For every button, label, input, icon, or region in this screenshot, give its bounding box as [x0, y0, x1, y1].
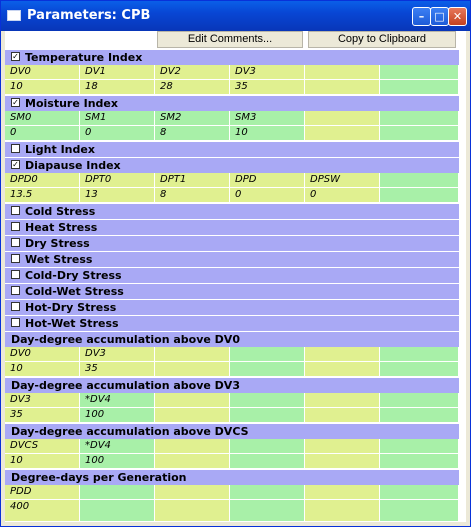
param-name: DV0	[5, 347, 80, 362]
empty-cell	[380, 65, 459, 80]
param-name: DPT0	[80, 173, 155, 188]
copy-to-clipboard-button[interactable]: Copy to Clipboard	[308, 31, 456, 48]
param-value[interactable]: 35	[230, 80, 305, 95]
cold-wet-stress-checkbox[interactable]	[11, 286, 20, 295]
section-header-dd-dvcs	[5, 423, 459, 439]
empty-cell	[230, 393, 305, 408]
param-name: DV3	[230, 65, 305, 80]
window-title: Parameters: CPB	[27, 8, 151, 23]
param-name: PDD	[5, 485, 80, 500]
window-icon	[7, 10, 21, 21]
empty-cell	[155, 362, 230, 377]
empty-cell	[305, 362, 380, 377]
section-header-moisture[interactable]	[5, 95, 459, 111]
section-label: Hot-Dry Stress	[25, 301, 117, 314]
param-value[interactable]: 35	[80, 362, 155, 377]
param-value[interactable]: 13	[80, 188, 155, 203]
section-label: Day-degree accumulation above DV0	[11, 333, 240, 346]
empty-cell	[305, 65, 380, 80]
moisture-checkbox[interactable]: ✓	[12, 98, 19, 107]
param-value[interactable]: 35	[5, 408, 80, 423]
param-name: SM0	[5, 111, 80, 126]
diapause-params	[5, 173, 459, 203]
empty-cell	[380, 188, 459, 203]
param-name: DPSW	[305, 173, 380, 188]
param-value[interactable]: 18	[80, 80, 155, 95]
wet-stress-checkbox[interactable]	[11, 254, 20, 263]
param-name: DV3	[80, 347, 155, 362]
section-label: Moisture Index	[25, 97, 118, 110]
section-label: Cold-Wet Stress	[25, 285, 124, 298]
empty-cell	[230, 362, 305, 377]
hot-dry-stress-checkbox[interactable]	[11, 302, 20, 311]
param-value[interactable]: 28	[155, 80, 230, 95]
empty-cell	[230, 408, 305, 423]
section-label: Degree-days per Generation	[11, 471, 187, 484]
section-header-light[interactable]	[5, 141, 459, 157]
moisture-params	[5, 111, 459, 141]
param-name: DV3	[5, 393, 80, 408]
empty-cell	[305, 80, 380, 95]
empty-cell	[380, 439, 459, 454]
param-value[interactable]: 0	[230, 188, 305, 203]
empty-cell	[230, 500, 305, 522]
param-name: DV2	[155, 65, 230, 80]
diapause-checkbox[interactable]: ✓	[12, 160, 19, 169]
empty-cell	[230, 439, 305, 454]
param-name: SM3	[230, 111, 305, 126]
light-checkbox[interactable]	[11, 144, 20, 153]
empty-cell	[80, 500, 155, 522]
dd-dv3-params	[5, 393, 459, 423]
close-button[interactable]: ✕	[448, 7, 467, 26]
right-margin	[459, 49, 466, 522]
section-header-wet-stress[interactable]	[5, 251, 459, 267]
param-name: SM2	[155, 111, 230, 126]
cold-stress-checkbox[interactable]	[11, 206, 20, 215]
param-name: DPD0	[5, 173, 80, 188]
param-value[interactable]: 10	[5, 80, 80, 95]
empty-cell	[380, 485, 459, 500]
section-header-cold-dry-stress[interactable]	[5, 267, 459, 283]
empty-cell	[305, 454, 380, 469]
param-value[interactable]: 10	[5, 362, 80, 377]
param-value[interactable]: 400	[5, 500, 80, 522]
empty-cell	[80, 485, 155, 500]
param-value[interactable]: 0	[5, 126, 80, 141]
empty-cell	[230, 347, 305, 362]
section-label: Light Index	[25, 143, 95, 156]
temperature-checkbox[interactable]: ✓	[12, 52, 19, 61]
empty-cell	[305, 439, 380, 454]
section-label: Diapause Index	[25, 159, 121, 172]
empty-cell	[380, 126, 459, 141]
empty-cell	[305, 111, 380, 126]
section-label: Heat Stress	[25, 221, 98, 234]
empty-cell	[305, 408, 380, 423]
empty-cell	[155, 485, 230, 500]
empty-cell	[305, 393, 380, 408]
title-bar[interactable]	[1, 1, 470, 31]
section-header-dd-dv3	[5, 377, 459, 393]
cold-dry-stress-checkbox[interactable]	[11, 270, 20, 279]
section-label: Dry Stress	[25, 237, 90, 250]
param-name: *DV4	[80, 439, 155, 454]
param-value[interactable]: 100	[80, 454, 155, 469]
param-name: DPD	[230, 173, 305, 188]
section-header-heat-stress[interactable]	[5, 219, 459, 235]
param-value[interactable]: 10	[5, 454, 80, 469]
section-header-cold-stress[interactable]	[5, 203, 459, 219]
section-header-cold-wet-stress[interactable]	[5, 283, 459, 299]
empty-cell	[155, 454, 230, 469]
section-header-diapause[interactable]	[5, 157, 459, 173]
empty-cell	[380, 347, 459, 362]
param-name: *DV4	[80, 393, 155, 408]
section-header-pdd	[5, 469, 459, 485]
hot-wet-stress-checkbox[interactable]	[11, 318, 20, 327]
section-label: Cold-Dry Stress	[25, 269, 122, 282]
param-value[interactable]: 0	[80, 126, 155, 141]
minimize-button[interactable]: –	[412, 7, 431, 26]
empty-cell	[305, 500, 380, 522]
param-name: DVCS	[5, 439, 80, 454]
section-header-dry-stress[interactable]	[5, 235, 459, 251]
param-value[interactable]: 10	[230, 126, 305, 141]
empty-cell	[305, 485, 380, 500]
empty-cell	[380, 362, 459, 377]
param-value[interactable]: 8	[155, 126, 230, 141]
section-header-hot-dry-stress[interactable]	[5, 299, 459, 315]
section-header-hot-wet-stress[interactable]	[5, 315, 459, 331]
section-label: Day-degree accumulation above DV3	[11, 379, 240, 392]
section-label: Wet Stress	[25, 253, 93, 266]
empty-cell	[380, 454, 459, 469]
heat-stress-checkbox[interactable]	[11, 222, 20, 231]
dry-stress-checkbox[interactable]	[11, 238, 20, 247]
pdd-params	[5, 485, 459, 522]
empty-cell	[305, 347, 380, 362]
edit-comments-button[interactable]: Edit Comments...	[157, 31, 303, 48]
empty-cell	[155, 393, 230, 408]
empty-cell	[380, 500, 459, 522]
param-name: DV1	[80, 65, 155, 80]
dd-dvcs-params	[5, 439, 459, 469]
param-name: DV0	[5, 65, 80, 80]
client-area	[5, 31, 466, 522]
empty-cell	[230, 454, 305, 469]
section-label: Cold Stress	[25, 205, 96, 218]
empty-cell	[155, 439, 230, 454]
section-label: Temperature Index	[25, 51, 143, 64]
empty-cell	[155, 408, 230, 423]
section-header-temperature[interactable]	[5, 49, 459, 65]
section-header-dd-dv0	[5, 331, 459, 347]
maximize-button[interactable]: □	[430, 7, 449, 26]
empty-cell	[380, 393, 459, 408]
empty-cell	[380, 80, 459, 95]
param-name: SM1	[80, 111, 155, 126]
param-value[interactable]: 13.5	[5, 188, 80, 203]
empty-cell	[155, 347, 230, 362]
empty-cell	[380, 173, 459, 188]
temperature-params	[5, 65, 459, 95]
empty-cell	[380, 111, 459, 126]
empty-cell	[230, 485, 305, 500]
param-value[interactable]: 100	[80, 408, 155, 423]
empty-cell	[155, 500, 230, 522]
section-label: Hot-Wet Stress	[25, 317, 119, 330]
param-name: DPT1	[155, 173, 230, 188]
section-label: Day-degree accumulation above DVCS	[11, 425, 249, 438]
empty-cell	[380, 408, 459, 423]
empty-cell	[305, 126, 380, 141]
toolbar	[5, 31, 466, 49]
param-value[interactable]: 0	[305, 188, 380, 203]
dd-dv0-params	[5, 347, 459, 377]
param-value[interactable]: 8	[155, 188, 230, 203]
